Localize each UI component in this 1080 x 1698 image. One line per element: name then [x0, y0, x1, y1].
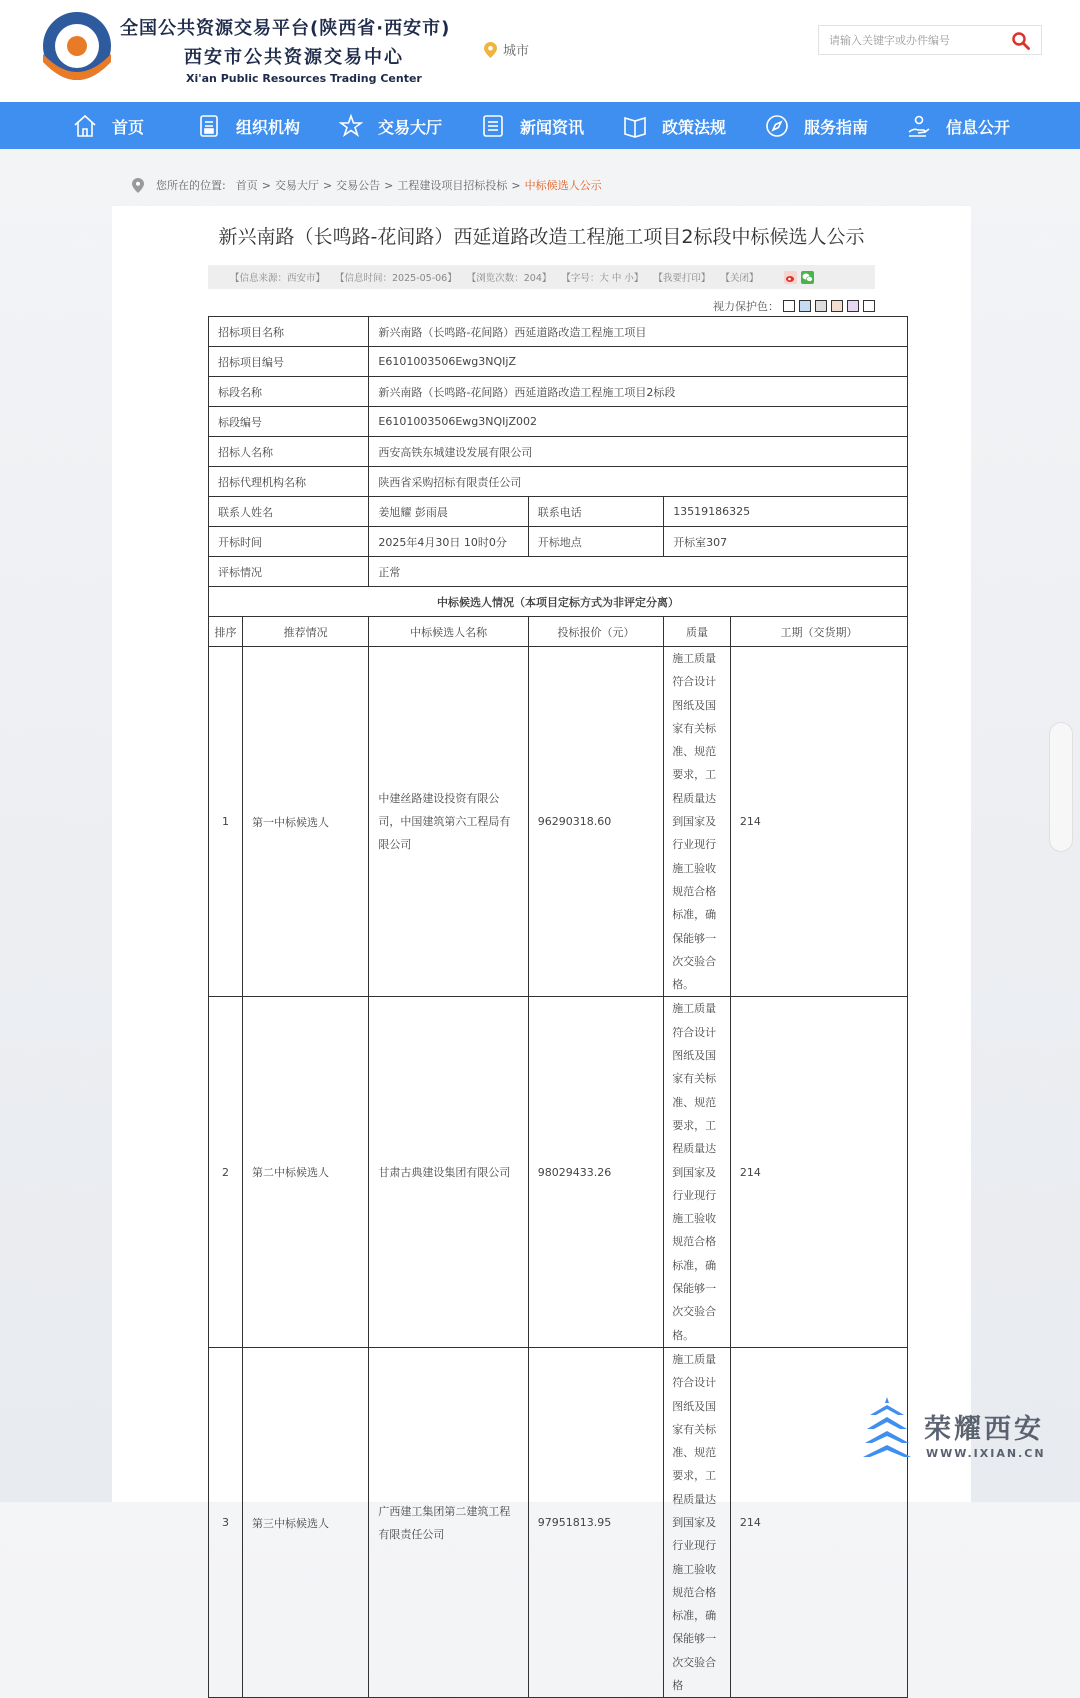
candidate-price: 96290318.60 — [528, 647, 663, 997]
table-row — [209, 317, 908, 347]
candidate-name: 甘肃古典建设集团有限公司 — [369, 997, 528, 1347]
row-value: 新兴南路（长鸣路-花间路）西延道路改造工程施工项目2标段 — [369, 377, 908, 407]
breadcrumb — [132, 177, 602, 193]
row-label: 标段名称 — [209, 377, 369, 407]
list-icon — [480, 113, 506, 139]
vision-swatch-grey[interactable] — [815, 300, 827, 312]
contact-phone: 13519186325 — [664, 497, 908, 527]
nav-label: 首页 — [112, 117, 145, 137]
breadcrumb-separator: > — [384, 178, 394, 192]
vision-swatch-purple[interactable] — [847, 300, 859, 312]
search-box — [818, 25, 1042, 55]
compass-icon — [764, 113, 790, 139]
info-source: 【信息来源：西安市】 — [230, 273, 326, 284]
star-icon — [338, 113, 364, 139]
breadcrumb-link[interactable]: 交易公告 — [336, 179, 381, 192]
row-label: 评标情况 — [209, 557, 369, 587]
breadcrumb-link[interactable]: 工程建设项目招标投标 — [397, 179, 508, 192]
vision-label: 视力保护色： — [713, 300, 779, 313]
candidate-name: 中建丝路建设投资有限公司，中国建筑第六工程局有限公司 — [369, 647, 528, 997]
table-row — [209, 467, 908, 497]
table-header-row — [209, 617, 908, 647]
print-link[interactable]: 【我要打印】 — [653, 273, 711, 284]
candidate-row — [209, 647, 908, 997]
candidate-recommend: 第三中标候选人 — [242, 1347, 368, 1697]
breadcrumb-separator: > — [511, 178, 521, 192]
candidate-name: 广西建工集团第二建筑工程有限责任公司 — [369, 1347, 528, 1697]
scroll-handle[interactable] — [1049, 722, 1073, 852]
watermark-url: WWW.IXIAN.CN — [926, 1447, 1046, 1460]
row-label: 招标项目名称 — [209, 317, 369, 347]
nav-item-organization[interactable] — [196, 112, 300, 140]
breadcrumb-separator: > — [322, 178, 333, 192]
site-logo-icon[interactable] — [38, 10, 116, 84]
column-header: 工期（交货期） — [730, 617, 907, 647]
row-label: 联系人姓名 — [209, 497, 369, 527]
column-header: 质量 — [664, 617, 731, 647]
vision-swatch-reset[interactable] — [863, 300, 875, 312]
close-link[interactable]: 【关闭】 — [720, 273, 759, 284]
breadcrumb-link[interactable]: 交易大厅 — [274, 179, 319, 192]
vision-swatch-blue[interactable] — [799, 300, 811, 312]
contact-name: 姜旭耀 彭雨晨 — [369, 497, 528, 527]
candidate-quality: 施工质量符合设计图纸及国家有关标准、规范要求，工程质量达到国家及行业现行施工验收规范合格标准，确保能够一次交验合格 — [664, 1347, 731, 1697]
breadcrumb-prefix: 您所在的位置: — [156, 179, 226, 192]
brand-text — [120, 14, 450, 85]
breadcrumb-separator: > — [261, 178, 271, 192]
location-pin-icon — [132, 178, 144, 193]
book-icon — [622, 113, 648, 139]
info-time: 【信息时间：2025-05-06】 — [335, 273, 457, 284]
row-value: 西安高铁东城建设发展有限公司 — [369, 437, 908, 467]
candidate-rank: 1 — [209, 647, 243, 997]
location-pin-icon — [484, 42, 497, 58]
main-nav — [0, 102, 1080, 149]
weibo-share-icon[interactable] — [784, 271, 797, 284]
row-label: 开标时间 — [209, 527, 369, 557]
candidate-announcement-table — [208, 316, 908, 1698]
candidate-recommend: 第二中标候选人 — [242, 997, 368, 1347]
row-label: 联系电话 — [528, 497, 663, 527]
vision-color-selector — [713, 298, 875, 314]
vision-swatch-beige[interactable] — [831, 300, 843, 312]
row-label: 招标项目编号 — [209, 347, 369, 377]
vision-swatch-white[interactable] — [783, 300, 795, 312]
search-icon[interactable] — [1011, 31, 1031, 51]
section-title: 中标候选人情况（本项目定标方式为非评定分离） — [209, 587, 908, 617]
table-row — [209, 437, 908, 467]
candidate-price: 97951813.95 — [528, 1347, 663, 1697]
row-value: E6101003506Ewg3NQIjZ002 — [369, 407, 908, 437]
nav-label: 政策法规 — [662, 117, 727, 137]
hand-icon — [906, 113, 932, 139]
row-label: 招标代理机构名称 — [209, 467, 369, 497]
row-value: 正常 — [369, 557, 908, 587]
brand-title: 全国公共资源交易平台(陕西省·西安市) — [120, 18, 451, 39]
nav-label: 信息公开 — [946, 117, 1011, 137]
open-place: 开标室307 — [664, 527, 908, 557]
row-value: E6101003506Ewg3NQIjZ — [369, 347, 908, 377]
brand-english: Xi'an Public Resources Trading Center — [186, 72, 422, 85]
article-card — [112, 206, 971, 1693]
table-row — [209, 587, 908, 617]
pagoda-icon — [862, 1395, 912, 1463]
column-header: 投标报价（元） — [528, 617, 663, 647]
article-title: 新兴南路（长鸣路-花间路）西延道路改造工程施工项目2标段中标候选人公示 — [218, 226, 865, 248]
row-value: 陕西省采购招标有限责任公司 — [369, 467, 908, 497]
candidate-row — [209, 997, 908, 1347]
candidate-rank: 3 — [209, 1347, 243, 1697]
candidate-recommend: 第一中标候选人 — [242, 647, 368, 997]
city-label: 城市 — [503, 44, 530, 59]
nav-label: 新闻资讯 — [520, 117, 585, 137]
row-label: 开标地点 — [528, 527, 663, 557]
nav-label: 交易大厅 — [378, 117, 443, 137]
city-selector[interactable] — [484, 40, 529, 59]
open-time: 2025年4月30日 10时0分 — [369, 527, 528, 557]
table-row — [209, 497, 908, 527]
site-header — [0, 0, 1080, 102]
wechat-share-icon[interactable] — [801, 271, 814, 284]
breadcrumb-link[interactable]: 首页 — [235, 179, 258, 192]
nav-item-home[interactable] — [72, 112, 144, 140]
column-header: 推荐情况 — [242, 617, 368, 647]
breadcrumb-current: 中标候选人公示 — [524, 179, 602, 192]
candidate-period: 214 — [730, 1347, 907, 1697]
row-value: 新兴南路（长鸣路-花间路）西延道路改造工程施工项目 — [369, 317, 908, 347]
watermark-text: 荣耀西安 — [924, 1414, 1044, 1445]
nav-item-disclosure[interactable] — [906, 112, 1010, 140]
nav-item-service-guide[interactable] — [764, 112, 868, 140]
column-header: 中标候选人名称 — [369, 617, 528, 647]
table-row — [209, 557, 908, 587]
article-info-bar — [208, 265, 875, 289]
home-icon — [72, 113, 98, 139]
candidate-period: 214 — [730, 997, 907, 1347]
row-label: 招标人名称 — [209, 437, 369, 467]
nav-item-policy[interactable] — [622, 112, 726, 140]
document-icon — [196, 113, 222, 139]
brand-subtitle: 西安市公共资源交易中心 — [184, 47, 404, 68]
row-label: 标段编号 — [209, 407, 369, 437]
candidate-row — [209, 1347, 908, 1697]
nav-item-news[interactable] — [480, 112, 584, 140]
candidate-period: 214 — [730, 647, 907, 997]
watermark-logo — [862, 1395, 1052, 1467]
search-input[interactable] — [819, 26, 1004, 54]
info-views: 【浏览次数：204】 — [466, 273, 552, 284]
nav-label: 组织机构 — [236, 117, 301, 137]
table-row — [209, 527, 908, 557]
candidate-rank: 2 — [209, 997, 243, 1347]
table-row — [209, 407, 908, 437]
table-row — [209, 347, 908, 377]
column-header: 排序 — [209, 617, 243, 647]
nav-label: 服务指南 — [804, 117, 869, 137]
font-size-control[interactable]: 【字号：大 中 小】 — [561, 273, 644, 284]
candidate-quality: 施工质量符合设计图纸及国家有关标准、规范要求，工程质量达到国家及行业现行施工验收规范合格标准，确保能够一次交验合格。 — [664, 997, 731, 1347]
table-row — [209, 377, 908, 407]
candidate-quality: 施工质量符合设计图纸及国家有关标准、规范要求，工程质量达到国家及行业现行施工验收规范合格标准，确保能够一次交验合格。 — [664, 647, 731, 997]
candidate-price: 98029433.26 — [528, 997, 663, 1347]
nav-item-trading-hall[interactable] — [338, 112, 442, 140]
